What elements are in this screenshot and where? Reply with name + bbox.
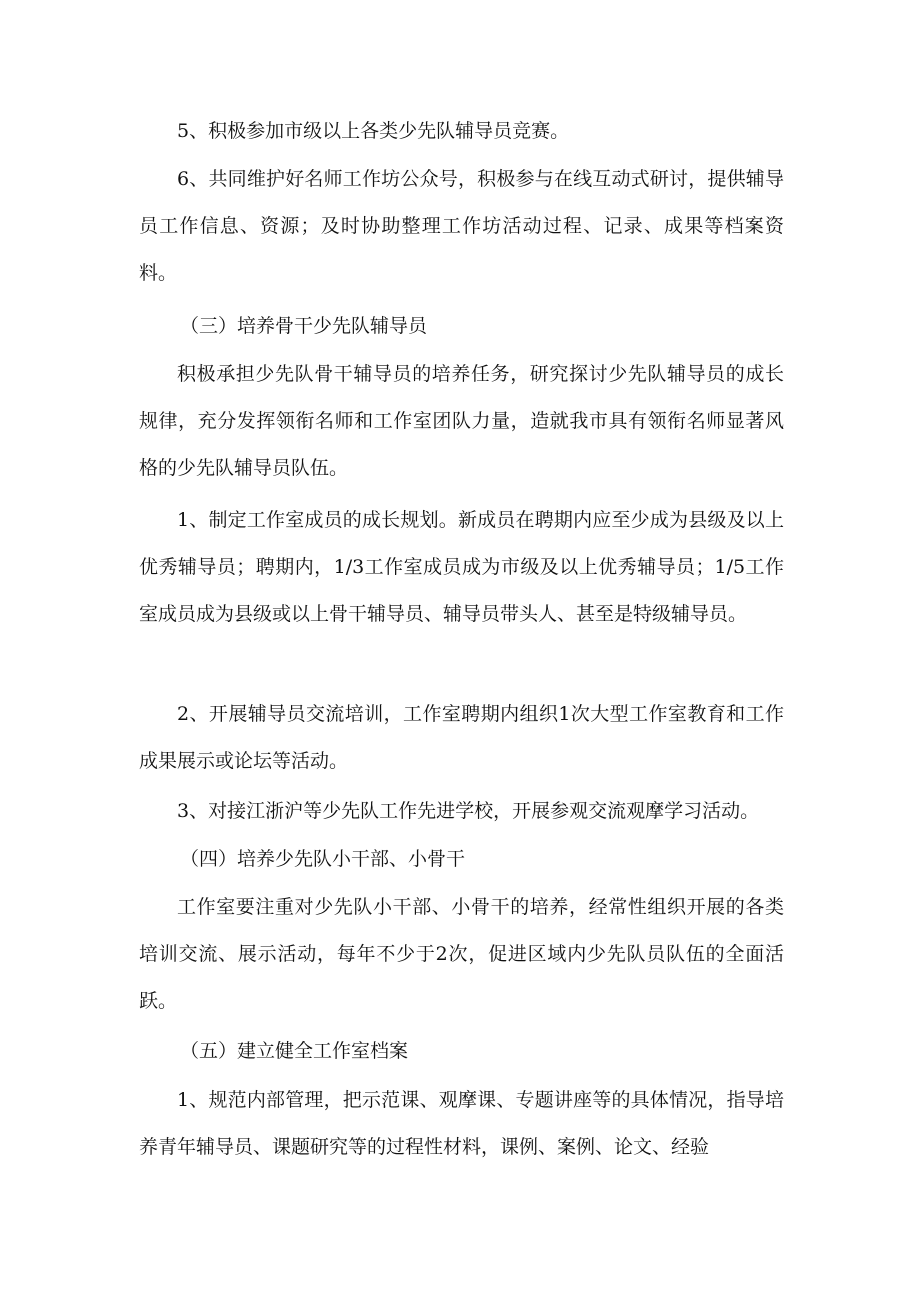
paragraph-section-3-item-1: 1、制定工作室成员的成长规划。新成员在聘期内应至少成为县级及以上优秀辅导员；聘期内，1/3工作室成员成为市级及以上优秀辅导员；1/5工作室成员成为县级或以上骨干辅导员、辅导员带头人、甚至是特级辅导员。 xyxy=(139,509,784,625)
paragraph-section-4-intro: 工作室要注重对少先队小干部、小骨干的培养，经常性组织开展的各类培训交流、展示活动，每年不少于2次，促进区域内少先队员队伍的全面活跃。 xyxy=(139,896,784,1012)
paragraph-item-6: 6、共同维护好名师工作坊公众号，积极参与在线互动式研讨，提供辅导员工作信息、资源；及时协助整理工作坊活动过程、记录、成果等档案资料。 xyxy=(139,168,784,284)
paragraph-section-5-item-1: 1、规范内部管理，把示范课、观摩课、专题讲座等的具体情况，指导培养青年辅导员、课题研究等的过程性材料，课例、案例、论文、经验 xyxy=(139,1089,784,1158)
section-heading-5: （五）建立健全工作室档案 xyxy=(180,1040,409,1062)
section-heading-4: （四）培养少先队小干部、小骨干 xyxy=(180,848,466,870)
paragraph-section-3-item-3: 3、对接江浙沪等少先队工作先进学校，开展参观交流观摩学习活动。 xyxy=(177,800,760,822)
paragraph-item-5: 5、积极参加市级以上各类少先队辅导员竞赛。 xyxy=(177,120,570,142)
paragraph-section-3-item-2: 2、开展辅导员交流培训，工作室聘期内组织1次大型工作室教育和工作成果展示或论坛等活动。 xyxy=(139,703,784,772)
section-heading-3: （三）培养骨干少先队辅导员 xyxy=(180,315,428,337)
paragraph-section-3-intro: 积极承担少先队骨干辅导员的培养任务，研究探讨少先队辅导员的成长规律，充分发挥领衔名师和工作室团队力量，造就我市具有领衔名师显著风格的少先队辅导员队伍。 xyxy=(139,363,784,479)
